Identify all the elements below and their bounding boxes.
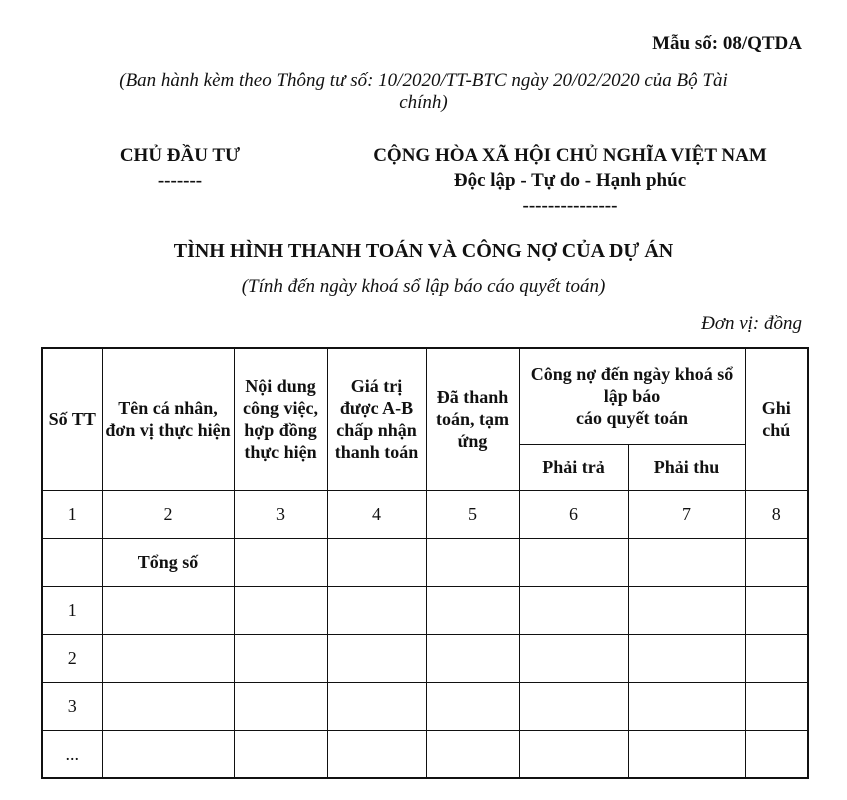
header-name: Tên cá nhân, đơn vị thực hiện	[102, 348, 234, 490]
investor-divider: -------	[157, 170, 203, 191]
column-number-row	[42, 490, 808, 538]
table-row	[42, 634, 808, 682]
cell-payable	[519, 730, 628, 778]
header-debt-group	[519, 348, 745, 444]
cell-name	[102, 682, 234, 730]
cell-note	[745, 586, 808, 634]
cell-content	[234, 634, 327, 682]
cell-accepted-value	[327, 730, 426, 778]
header-paid: Đã thanh toán, tạm ứng	[426, 348, 519, 490]
header-receivable: Phải thu	[628, 444, 745, 490]
cell-stt: 1	[42, 586, 102, 634]
cell-paid	[426, 682, 519, 730]
cell-content	[234, 682, 327, 730]
cell-name: Tổng số	[102, 538, 234, 586]
cell-note	[745, 634, 808, 682]
motto-divider: ---------------	[522, 195, 618, 216]
cell-receivable	[628, 730, 745, 778]
cell-content	[234, 538, 327, 586]
column-number: 6	[519, 490, 628, 538]
table-row	[42, 730, 808, 778]
header-note: Ghi chú	[745, 348, 808, 490]
investor-label: CHỦ ĐẦU TƯ	[119, 145, 241, 166]
cell-payable	[519, 682, 628, 730]
column-number: 5	[426, 490, 519, 538]
cell-accepted-value	[327, 634, 426, 682]
national-heading	[320, 143, 820, 218]
cell-note	[745, 730, 808, 778]
investor-block	[70, 143, 290, 193]
cell-paid	[426, 634, 519, 682]
column-number: 3	[234, 490, 327, 538]
header-debt-line1: Công nợ đến ngày khoá sổ lập báo	[530, 364, 734, 407]
header-content: Nội dung công việc, hợp đồng thực hiện	[234, 348, 327, 490]
cell-payable	[519, 538, 628, 586]
header-stt: Số TT	[42, 348, 102, 490]
form-code: Mẫu số: 08/QTDA	[652, 33, 802, 54]
cell-stt: 3	[42, 682, 102, 730]
cell-name	[102, 634, 234, 682]
header-row	[42, 348, 808, 444]
cell-note	[745, 682, 808, 730]
cell-name	[102, 586, 234, 634]
cell-receivable	[628, 682, 745, 730]
header-payable: Phải trả	[519, 444, 628, 490]
column-number: 1	[42, 490, 102, 538]
header-debt-line2: cáo quyết toán	[576, 408, 688, 429]
cell-payable	[519, 586, 628, 634]
table-row	[42, 682, 808, 730]
issued-with-note	[40, 70, 807, 114]
issued-with-line2: chính)	[399, 92, 448, 113]
cell-accepted-value	[327, 586, 426, 634]
column-number: 2	[102, 490, 234, 538]
cell-paid	[426, 538, 519, 586]
cell-content	[234, 586, 327, 634]
cell-stt: ...	[42, 730, 102, 778]
cell-paid	[426, 730, 519, 778]
cell-payable	[519, 634, 628, 682]
cell-receivable	[628, 538, 745, 586]
column-number: 4	[327, 490, 426, 538]
cell-note	[745, 538, 808, 586]
cell-name	[102, 730, 234, 778]
total-row	[42, 538, 808, 586]
table-row	[42, 586, 808, 634]
cell-accepted-value	[327, 538, 426, 586]
motto: Độc lập - Tự do - Hạnh phúc	[453, 170, 687, 191]
country-name: CỘNG HÒA XÃ HỘI CHỦ NGHĨA VIỆT NAM	[373, 145, 767, 166]
cell-accepted-value	[327, 682, 426, 730]
header-accepted-value: Giá trị được A-B chấp nhận thanh toán	[327, 348, 426, 490]
cell-receivable	[628, 634, 745, 682]
cell-stt: 2	[42, 634, 102, 682]
report-subtitle: (Tính đến ngày khoá sổ lập báo cáo quyết toán)	[241, 276, 606, 297]
currency-unit: Đơn vị: đồng	[701, 313, 802, 334]
column-number: 8	[745, 490, 808, 538]
report-title: TÌNH HÌNH THANH TOÁN VÀ CÔNG NỢ CỦA DỰ ÁN	[173, 240, 674, 262]
cell-receivable	[628, 586, 745, 634]
payment-debt-table	[41, 347, 809, 779]
cell-content	[234, 730, 327, 778]
cell-paid	[426, 586, 519, 634]
cell-stt	[42, 538, 102, 586]
column-number: 7	[628, 490, 745, 538]
issued-with-line1: (Ban hành kèm theo Thông tư số: 10/2020/TT-BTC ngày 20/02/2020 của Bộ Tài	[119, 70, 728, 91]
